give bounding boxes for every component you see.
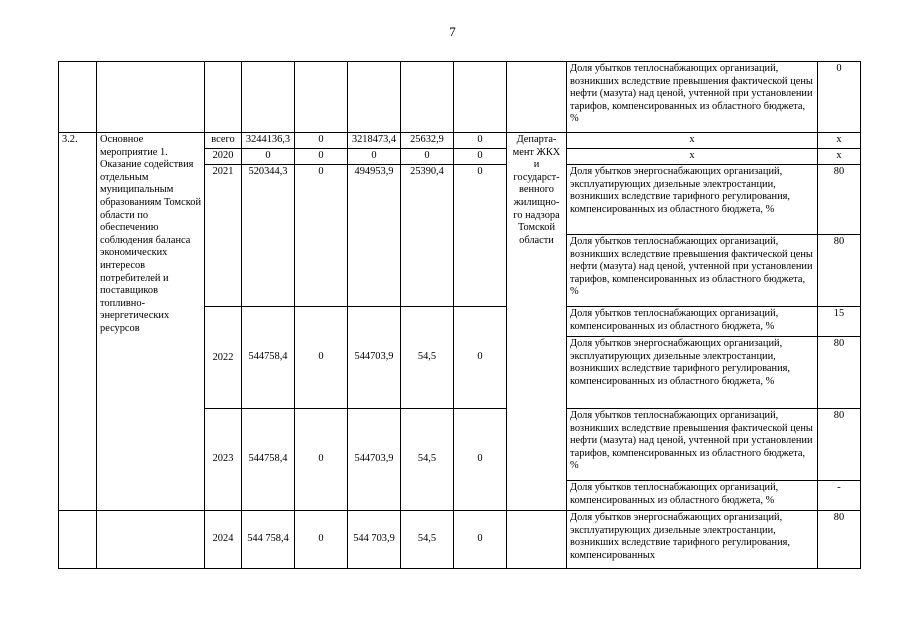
activity-name: Основное мероприятие 1. Оказание содействия отдельным муниципальным образованиям Томской области по обеспечению соблюдения баланса экономических интересов потребителей и поставщиков топливно-энергетических ресурсов — [97, 133, 205, 511]
local-amount: 25632,9 — [401, 133, 454, 149]
extra-amount: 0 — [454, 511, 507, 569]
indicator-text: Доля убытков энергоснабжающих организаций, эксплуатирующих дизельные электростанции, возникших вследствие тарифного регулирования, компенсированных из областного бюджета, % — [567, 337, 818, 409]
local-amount: 25390,4 — [401, 165, 454, 307]
year-label: всего — [205, 133, 242, 149]
table-row-total — [59, 133, 861, 149]
federal-amount: 0 — [295, 409, 348, 511]
indicator-text: Доля убытков энергоснабжающих организаций, эксплуатирующих дизельные электростанции, возникших вследствие тарифного регулирования, компенсированных из областного бюджета, % — [567, 165, 818, 235]
indicator-text: Доля убытков теплоснабжающих организаций, компенсированных из областного бюджета, % — [567, 481, 818, 511]
total-amount: 520344,3 — [242, 165, 295, 307]
indicator-text: Доля убытков теплоснабжающих организаций, возникших вследствие превышения фактической цены нефти (мазута) над ценой, учтенной при установлении тарифов, компенсированных из областного бюджета, % — [567, 235, 818, 307]
federal-amount: 0 — [295, 165, 348, 307]
year-label: 2023 — [205, 409, 242, 511]
indicator-text: Доля убытков теплоснабжающих организаций, возникших вследствие превышения фактической цены нефти (мазута) над ценой, учтенной при установлении тарифов, компенсированных из областного бюджета, % — [567, 409, 818, 481]
indicator-value: 80 — [818, 235, 861, 307]
regional-amount: 544703,9 — [348, 307, 401, 409]
local-amount: 54,5 — [401, 511, 454, 569]
indicator-text: Доля убытков теплоснабжающих организаций, компенсированных из областного бюджета, % — [567, 307, 818, 337]
regional-amount: 3218473,4 — [348, 133, 401, 149]
extra-amount: 0 — [454, 409, 507, 511]
regional-amount: 0 — [348, 149, 401, 165]
program-table — [58, 61, 861, 569]
table-row-2024 — [59, 511, 861, 569]
indicator-text: Доля убытков теплоснабжающих организаций, возникших вследствие превышения фактической цены нефти (мазута) над ценой, учтенной при установлении тарифов, компенсированных из областного бюджета, % — [567, 62, 818, 133]
year-label: 2024 — [205, 511, 242, 569]
indicator-value: 80 — [818, 337, 861, 409]
federal-amount: 0 — [295, 149, 348, 165]
indicator-x-mark: x — [567, 149, 818, 165]
regional-amount: 544 703,9 — [348, 511, 401, 569]
indicator-value: 80 — [818, 511, 861, 569]
federal-amount: 0 — [295, 307, 348, 409]
year-label: 2020 — [205, 149, 242, 165]
extra-amount: 0 — [454, 133, 507, 149]
total-amount: 544 758,4 — [242, 511, 295, 569]
extra-amount: 0 — [454, 149, 507, 165]
year-label: 2021 — [205, 165, 242, 307]
indicator-value: 15 — [818, 307, 861, 337]
indicator-x-mark: x — [818, 133, 861, 149]
local-amount: 54,5 — [401, 307, 454, 409]
executor: Департа-мент ЖКХ и государст-венного жилищно-го надзора Томской области — [507, 133, 567, 511]
federal-amount: 0 — [295, 511, 348, 569]
indicator-x-mark: x — [567, 133, 818, 149]
local-amount: 0 — [401, 149, 454, 165]
indicator-text: Доля убытков энергоснабжающих организаций, эксплуатирующих дизельные электростанции, возникших вследствие тарифного регулирования, компенсированных — [567, 511, 818, 569]
indicator-value: - — [818, 481, 861, 511]
total-amount: 3244136,3 — [242, 133, 295, 149]
page-number: 7 — [449, 24, 456, 39]
indicator-value: 80 — [818, 409, 861, 481]
continuation-row — [59, 62, 861, 133]
regional-amount: 494953,9 — [348, 165, 401, 307]
federal-amount: 0 — [295, 133, 348, 149]
activity-number: 3.2. — [59, 133, 97, 511]
extra-amount: 0 — [454, 165, 507, 307]
indicator-value: 0 — [818, 62, 861, 133]
extra-amount: 0 — [454, 307, 507, 409]
regional-amount: 544703,9 — [348, 409, 401, 511]
indicator-x-mark: x — [818, 149, 861, 165]
year-label: 2022 — [205, 307, 242, 409]
indicator-value: 80 — [818, 165, 861, 235]
local-amount: 54,5 — [401, 409, 454, 511]
total-amount: 544758,4 — [242, 307, 295, 409]
total-amount: 544758,4 — [242, 409, 295, 511]
total-amount: 0 — [242, 149, 295, 165]
